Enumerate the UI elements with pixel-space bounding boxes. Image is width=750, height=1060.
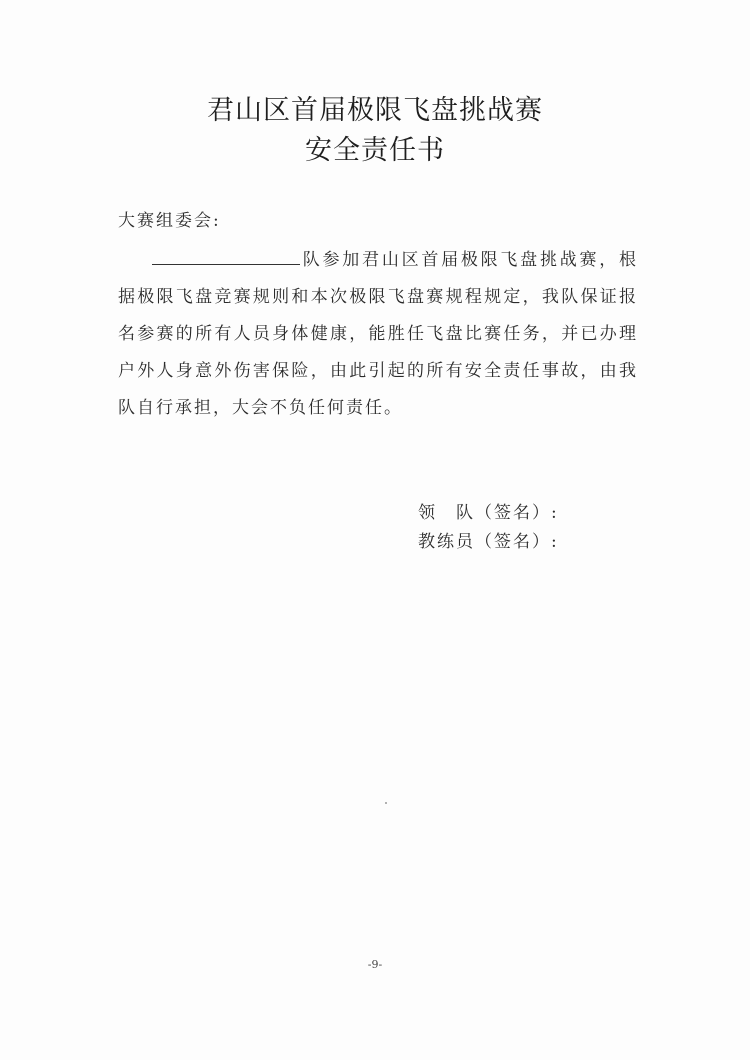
page-number: -9- <box>367 958 383 971</box>
salutation: 大赛组委会: <box>118 211 221 231</box>
agreement-text: 队参加君山区首届极限飞盘挑战赛，根据极限飞盘竞赛规则和本次极限飞盘赛规程规定，我队保证报名参赛的所有人员身体健康，能胜任飞盘比赛任务，并已办理户外人身意外伤害保险，由此引起的所有安全责任事故，由我队自行承担，大会不负任何责任。 <box>118 250 638 418</box>
agreement-paragraph <box>118 242 638 427</box>
team-leader-signature: 领 队（签名）: <box>418 503 559 523</box>
team-name-blank <box>152 246 300 265</box>
document-title: 君山区首届极限飞盘挑战赛 <box>207 95 543 126</box>
document-subtitle: 安全责任书 <box>305 135 445 166</box>
scan-speck <box>385 802 387 804</box>
coach-signature: 教练员（签名）: <box>418 532 559 552</box>
